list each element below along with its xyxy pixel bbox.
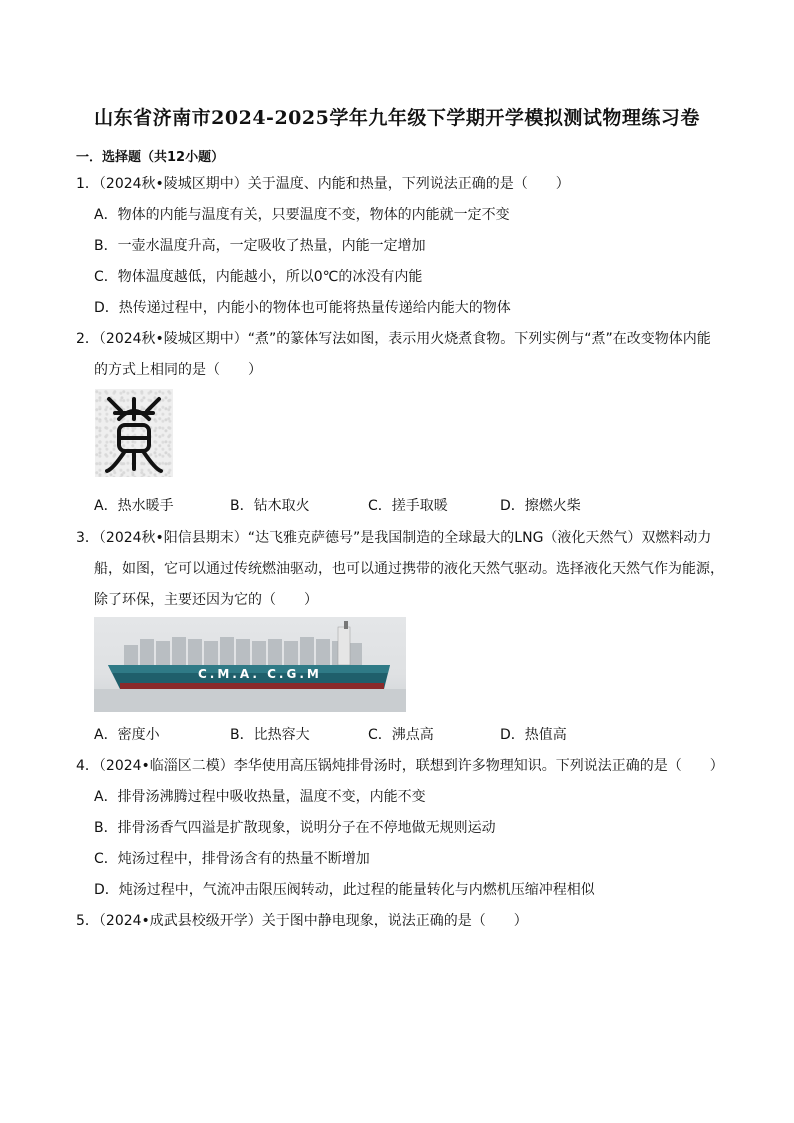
question-2-stem: 2．（2024秋•陵城区期中）“煮”的篆体写法如图，表示用火烧煮食物。下列实例与“煮”在改变物体内能 (76, 331, 711, 347)
question-1-option-c: C．物体温度越低，内能越小，所以0℃的冰没有内能 (94, 269, 423, 285)
question-2-option-b: B．钻木取火 (230, 498, 310, 514)
question-4-stem: 4．（2024•临淄区二模）李华使用高压锅炖排骨汤时，联想到许多物理知识。下列说法正确的是（ ） (76, 758, 724, 774)
container-ship-illustration (94, 617, 406, 712)
question-3-stem-cont: 船，如图，它可以通过传统燃油驱动，也可以通过携带的液化天然气驱动。选择液化天然气作为能源， (94, 561, 724, 577)
page-title: 山东省济南市2024-2025学年九年级下学期开学模拟测试物理练习卷 (94, 107, 700, 129)
ship-hull-lettering: C.M.A. C.G.M (198, 667, 322, 681)
question-4-option-d: D．炖汤过程中，气流冲击限压阀转动，此过程的能量转化与内燃机压缩冲程相似 (94, 882, 595, 898)
question-4-option-c: C．炖汤过程中，排骨汤含有的热量不断增加 (94, 851, 370, 867)
question-3-stem-cont-2: 除了环保，主要还因为它的（ ） (94, 592, 318, 608)
question-5-stem: 5．（2024•成武县校级开学）关于图中静电现象，说法正确的是（ ） (76, 913, 528, 929)
question-3-option-c: C．沸点高 (368, 727, 434, 743)
question-2-option-c: C．搓手取暖 (368, 498, 448, 514)
question-3-option-a: A．密度小 (94, 727, 160, 743)
question-2-stem-cont: 的方式上相同的是（ ） (94, 362, 262, 378)
question-1-option-a: A．物体的内能与温度有关，只要温度不变，物体的内能就一定不变 (94, 207, 510, 223)
ship-photo (94, 617, 406, 712)
question-3-stem: 3．（2024秋•阳信县期末）“达飞雅克萨德号”是我国制造的全球最大的LNG（液化天然气）双燃料动力 (76, 530, 712, 546)
question-4-option-b: B．排骨汤香气四溢是扩散现象，说明分子在不停地做无规则运动 (94, 820, 496, 836)
question-4-option-a: A．排骨汤沸腾过程中吸收热量，温度不变，内能不变 (94, 789, 426, 805)
question-3-option-d: D．热值高 (500, 727, 567, 743)
question-1-stem: 1．（2024秋•陵城区期中）关于温度、内能和热量，下列说法正确的是（ ） (76, 176, 570, 192)
question-3-option-b: B．比热容大 (230, 727, 310, 743)
seal-script-glyph (95, 389, 173, 477)
seal-script-image (95, 389, 173, 477)
question-2-option-a: A．热水暖手 (94, 498, 174, 514)
question-1-option-d: D．热传递过程中，内能小的物体也可能将热量传递给内能大的物体 (94, 300, 511, 316)
question-1-option-b: B．一壶水温度升高，一定吸收了热量，内能一定增加 (94, 238, 426, 254)
section-heading: 一．选择题（共12小题） (76, 150, 225, 165)
question-2-option-d: D．擦燃火柴 (500, 498, 581, 514)
